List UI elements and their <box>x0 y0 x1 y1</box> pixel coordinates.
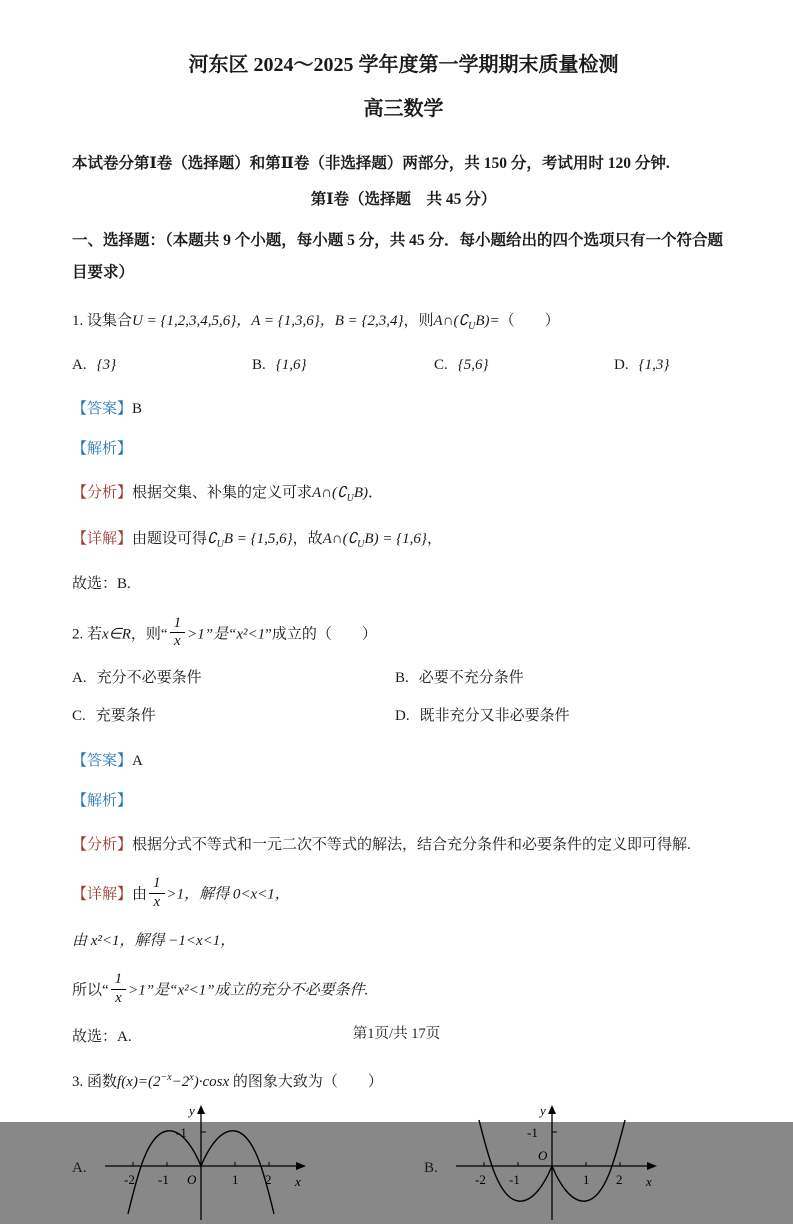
q1-complement-formula: $A\cap(∁_UB)=$ <box>433 313 500 333</box>
q2-options-row-2 <box>72 705 735 728</box>
q2-fraction: $\frac{1}{x}$ <box>111 972 127 1007</box>
x-tick-label: -1 <box>508 1172 520 1188</box>
x-tick-label: 2 <box>264 1172 272 1188</box>
answer-badge: 【答案】 <box>72 400 133 417</box>
q3-number: 3. <box>72 1073 87 1090</box>
q2-jiexi <box>72 790 735 813</box>
y-tick-label: -1 <box>175 1125 187 1141</box>
question-1-stem <box>72 310 735 335</box>
q1-xiangjie-formula-2: $A\cap(∁_UB) = \{1,6\}$ <box>322 530 427 550</box>
y-axis-arrow <box>197 1105 205 1114</box>
y-axis-label: y <box>188 1103 195 1119</box>
y-axis-label: y <box>539 1103 546 1119</box>
graph-b-label: B. <box>424 1160 438 1177</box>
exam-intro: 本试卷分第Ⅰ卷（选择题）和第Ⅱ卷（非选择题）两部分，共 150 分，考试用时 120 分钟. <box>72 155 670 172</box>
x-axis-arrow <box>647 1162 657 1170</box>
q2-option-c: C. 充要条件 <box>72 708 156 725</box>
q1-option-d: D. {1,3} <box>614 356 670 373</box>
q2-number: 2. <box>72 626 87 643</box>
section-heading: 一、选择题：（本题共 9 个小题，每小题 5 分，共 45 分．每小题给出的四个选项只有一个符合题目要求） <box>72 232 724 282</box>
fenxi-badge: 【分析】 <box>72 485 133 502</box>
x-tick-label: 2 <box>615 1172 623 1188</box>
volume-heading: 第Ⅰ卷（选择题 共 45 分） <box>310 191 497 209</box>
x-tick-label: -2 <box>474 1172 486 1188</box>
page-title: 河东区 2024～2025 学年度第一学期期末质量检测 <box>188 54 619 76</box>
answer-badge: 【答案】 <box>72 752 133 769</box>
q2-xiangjie-2: 由 x²<1，解得 −1<x<1， <box>72 932 236 949</box>
q1-xiangjie-formula-1: $∁_UB = \{1,5,6\}$ <box>207 530 293 550</box>
q2-xiangjie-3: 所以“ $\frac{1}{x}$ >1”是“x²<1”成立的充分不必要条件. <box>72 971 369 1006</box>
xiangjie-badge: 【详解】 <box>72 530 133 547</box>
jiexi-badge: 【解析】 <box>72 792 133 809</box>
x-axis-label: x <box>294 1174 301 1190</box>
q1-fenxi: 【分析】根据交集、补集的定义可求$A\cap(∁_UB)$． <box>72 485 383 505</box>
q1-option-a: A. {3} <box>72 356 117 373</box>
x-axis-arrow <box>296 1162 306 1170</box>
q2-option-a: A. 充分不必要条件 <box>72 670 202 687</box>
x-tick-label: 1 <box>231 1172 239 1188</box>
question-2-stem: 2. 若x∈R，则“ $\frac{1}{x}$ >1”是“x²<1”成立的（ ） <box>72 614 377 650</box>
q1-option-b: B. {1,6} <box>252 356 307 373</box>
y-axis-arrow <box>548 1105 556 1114</box>
x-tick-label: 1 <box>582 1172 590 1188</box>
origin-label: O <box>186 1172 196 1188</box>
q1-mid-text: ，则 <box>403 313 434 330</box>
x-tick-label: -1 <box>157 1172 169 1188</box>
q2-var-formula: x∈R <box>102 626 131 643</box>
page-footer: 第1页/共 17页 <box>352 1026 441 1042</box>
q3-graph-option-b <box>424 1102 674 1224</box>
xiangjie-badge: 【详解】 <box>72 886 133 903</box>
graph-a-plot <box>91 1102 323 1224</box>
q1-text: 设集合 <box>87 313 133 330</box>
q2-option-d: D. 既非充分又非必要条件 <box>395 708 570 725</box>
origin-label: O <box>537 1148 548 1164</box>
fenxi-badge: 【分析】 <box>72 837 133 854</box>
q3-graph-options <box>72 1102 735 1224</box>
q1-answer: 【答案】B <box>72 400 143 417</box>
q2-option-b: B. 必要不充分条件 <box>395 670 524 687</box>
y-tick-label: -1 <box>526 1125 538 1141</box>
q1-xiangjie: 【详解】由题设可得$∁_UB = \{1,5,6\}$，故$A\cap(∁_UB) = \{1,6\}$， <box>72 530 442 550</box>
q2-fraction: $\frac{1}{x}$ <box>149 876 165 911</box>
q2-options-row-1 <box>72 667 735 690</box>
page-subtitle: 高三数学 <box>363 98 444 120</box>
q1-sets-formula: U = {1,2,3,4,5,6}，A = {1,3,6}，B = {2,3,4} <box>132 313 404 330</box>
q1-jiexi <box>72 438 735 461</box>
q1-answer-blank: （ ） <box>499 313 560 330</box>
x-axis-label: x <box>645 1174 652 1190</box>
x-tick-label: -2 <box>123 1172 135 1188</box>
q2-conclusion: 故选：A. <box>72 1028 132 1045</box>
graph-a-label: A. <box>72 1160 87 1177</box>
jiexi-badge: 【解析】 <box>72 441 133 458</box>
q2-fenxi: 【分析】根据分式不等式和一元二次不等式的解法，结合充分条件和必要条件的定义即可得解. <box>72 837 691 854</box>
graph-b-plot <box>442 1102 674 1224</box>
q1-options <box>72 354 735 377</box>
q3-function-formula: $f(x)=(2^{-x}-2^x)\cdot\cos x$ <box>117 1071 230 1090</box>
q1-number: 1. <box>72 313 87 330</box>
question-3-stem: 3. 函数$f(x)=(2^{-x}-2^x)\cdot\cos x$ 的图象大致为（ ） <box>72 1071 383 1090</box>
q1-fenxi-formula: $A\cap(∁_UB)$ <box>312 485 368 505</box>
q2-answer: 【答案】A <box>72 752 143 769</box>
q2-xiangjie-1: 【详解】由 $\frac{1}{x}$ >1，解得 0<x<1， <box>72 875 290 911</box>
q1-conclusion: 故选：B. <box>72 576 131 593</box>
q2-fraction: $\frac{1}{x}$ <box>170 616 186 651</box>
q3-graph-option-a <box>72 1102 424 1224</box>
q1-option-c: C. {5,6} <box>434 356 489 373</box>
q2-ineq-formula: x²<1 <box>236 626 266 643</box>
